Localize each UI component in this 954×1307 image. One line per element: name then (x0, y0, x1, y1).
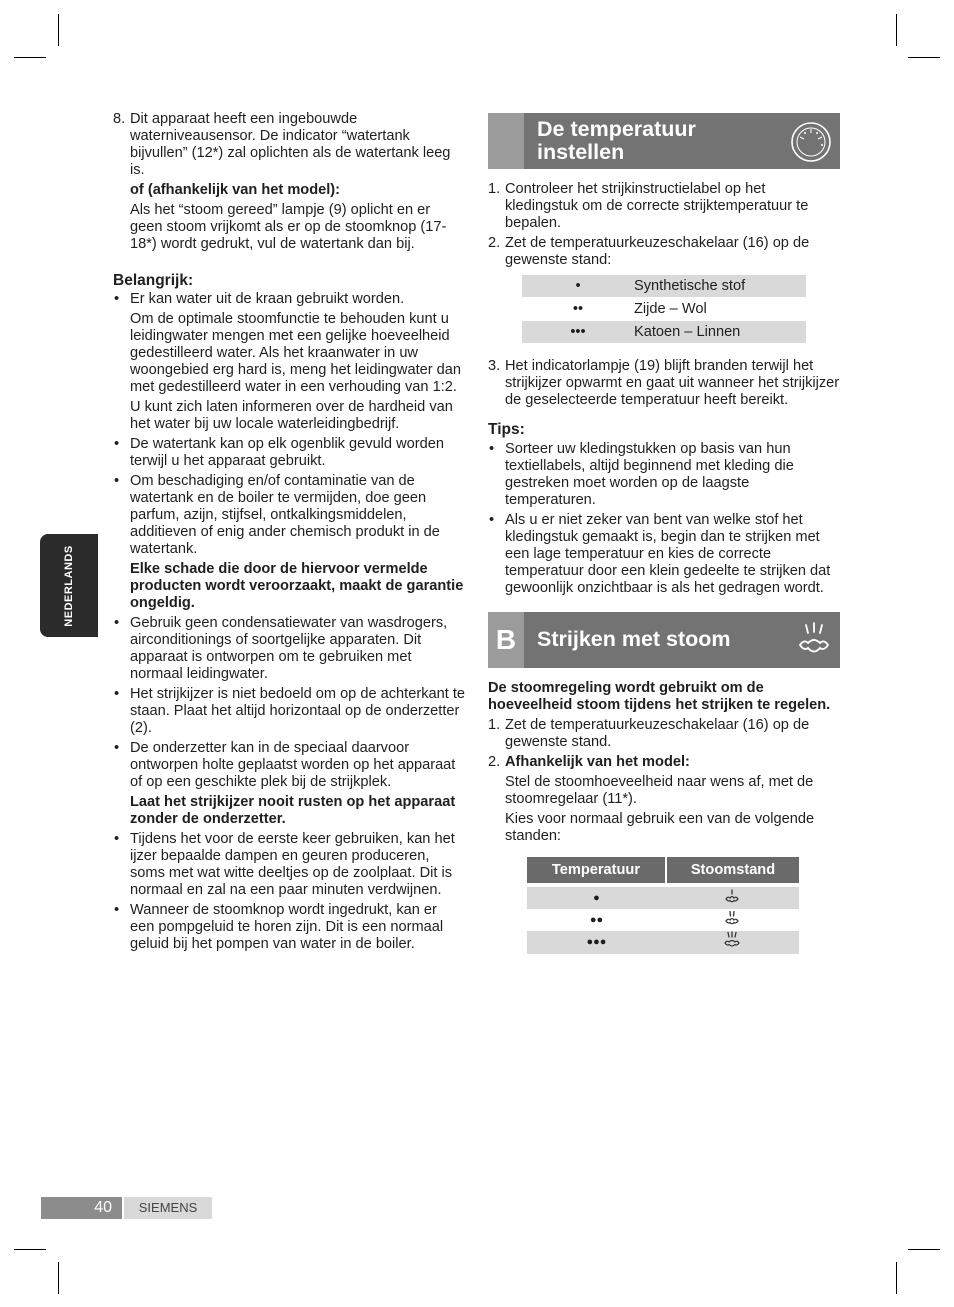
bullet-icon: • (114, 473, 120, 489)
list-item-text: De watertank kan op elk ogenblik gevuld worden terwijl u het apparaat gebruikt. (130, 436, 444, 469)
step-number: 1. (488, 181, 501, 197)
tips-list (488, 441, 840, 597)
bullet-icon: • (114, 436, 120, 452)
low-steam-icon (666, 887, 799, 909)
item-sub-text: Als het “stoom gereed” lampje (9) oplicht en er geen stoom vrijkomt als er op de stoomknop (17-18*) wordt gedrukt, vul de watertank dan bij. (130, 202, 447, 252)
steam-table (527, 857, 799, 954)
list-item-text: U kunt zich laten informeren over de hardheid van het water bij uw locale waterleidingbedrijf. (130, 399, 453, 432)
column-header: Temperatuur (527, 857, 666, 883)
section-title (537, 118, 696, 164)
step-text: Zet de temperatuurkeuzeschakelaar (16) op de gewenste stand: (505, 235, 810, 268)
table-header-row (527, 857, 799, 883)
bullet-icon: • (114, 831, 120, 847)
list-item-text: Gebruik geen condensatiewater van wasdrogers, airconditionings of soortgelijke apparaten. Dit apparaat is ontworpen om te gebruiken met normaal leidingwater. (130, 615, 448, 682)
crop-mark (58, 1262, 59, 1294)
list-item (113, 473, 465, 612)
list-item-text: Als u er niet zeker van bent van welke stof het kledingstuk gemaakt is, begin dan te strijken met een lage temperatuur en kies de correcte temperatuur door een klein gedeelte te strijken dat gewoonlijk onzichtbaar is als het gedragen wordt. (505, 512, 831, 596)
bullet-icon: • (114, 902, 120, 918)
step-number: 2. (488, 754, 501, 770)
list-item-text: Tijdens het voor de eerste keer gebruiken, kan het ijzer bepaalde dampen en geuren produceren, soms met wat witte deeltjes op de zoolplaat. Dit is normaal en zal na een paar minuten verdwijnen. (130, 831, 455, 898)
step-text: Kies voor normaal gebruik een van de volgende standen: (505, 811, 815, 844)
bullet-icon: • (114, 686, 120, 702)
table-row (527, 931, 799, 954)
list-item-text: Om de optimale stoomfunctie te behouden kunt u leidingwater mengen met een gelijke hoeveelheid gedestilleerd water. Als het kraanwater in uw woongebied erg hard is, meng het leidingwater dan met gedestilleerd water in een verhouding van 1:2. (130, 311, 462, 395)
brand-label: SIEMENS (124, 1197, 212, 1219)
list-item (488, 512, 840, 597)
temperature-dots: ● (527, 887, 666, 909)
crop-mark (908, 1249, 940, 1250)
list-item-text: Wanneer de stoomknop wordt ingedrukt, kan er een pompgeluid te horen zijn. Dit is een normaal geluid bij het pompen van water in de boiler. (130, 902, 444, 952)
list-item (488, 441, 840, 509)
crop-mark (908, 57, 940, 58)
table-row (527, 887, 799, 909)
column-header: Stoomstand (666, 857, 799, 883)
step-number: 2. (488, 235, 501, 251)
step-number: 1. (488, 717, 501, 733)
fabric-type: Katoen – Linnen (634, 321, 806, 344)
stand-warning: Laat het strijkijzer nooit rusten op het apparaat zonder de onderzetter. (130, 794, 456, 827)
temperature-dots: • (522, 275, 634, 298)
left-column (113, 111, 465, 956)
list-item-text: Sorteer uw kledingstukken op basis van hun textiellabels, altijd beginnend met kleding die gestreken moet worden op de laagste temperaturen. (505, 441, 794, 508)
medium-steam-icon (666, 909, 799, 931)
table-row (522, 298, 806, 321)
list-item-text: Er kan water uit de kraan gebruikt worden. (130, 291, 405, 307)
section-header-temperature (488, 113, 840, 169)
step-text: Stel de stoomhoeveelheid naar wens af, met de stoomregelaar (11*). (505, 774, 814, 807)
step-item (488, 754, 840, 845)
bullet-icon: • (489, 512, 495, 528)
temperature-table (522, 275, 806, 344)
crop-mark (58, 14, 59, 46)
list-item-text: Om beschadiging en/of contaminatie van de watertank en de boiler te vermijden, doe geen parfum, azijn, stijfsel, ontkalkingsmiddelen, additieven of enig ander chemisch produkt in de watertank. (130, 473, 440, 557)
step-text: Zet de temperatuurkeuzeschakelaar (16) op de gewenste stand. (505, 717, 810, 750)
crop-mark (14, 1249, 46, 1250)
list-item (113, 615, 465, 683)
bullet-icon: • (114, 740, 120, 756)
step-heading: Afhankelijk van het model: (505, 754, 690, 770)
crop-mark (896, 1262, 897, 1294)
list-item-text: Het strijkijzer is niet bedoeld om op de achterkant te staan. Plaat het altijd horizontaal op de onderzetter (2). (130, 686, 466, 736)
list-item-text: De onderzetter kan in de speciaal daarvoor ontworpen holte geplaatst worden op het apparaat of op een geschikte plek bij de strijkplek. (130, 740, 456, 790)
crop-mark (14, 57, 46, 58)
temperature-dots: ●●● (527, 931, 666, 954)
fabric-type: Synthetische stof (634, 275, 806, 298)
bullet-icon: • (489, 441, 495, 457)
steam-icon (796, 621, 832, 664)
section-letter: B (495, 624, 517, 655)
table-row (527, 909, 799, 931)
warranty-warning: Elke schade die door de hiervoor vermelde producten wordt veroorzaakt, maakt de garantie ongeldig. (130, 561, 464, 611)
table-row (522, 321, 806, 344)
instruction-item-8 (113, 111, 465, 253)
step-item (488, 181, 840, 232)
item-text: Dit apparaat heeft een ingebouwde waterniveausensor. De indicator “watertank bijvullen” (12*) zal oplichten als de watertank leeg is. (130, 111, 451, 178)
fabric-type: Zijde – Wol (634, 298, 806, 321)
steam-intro: De stoomregeling wordt gebruikt om de hoeveelheid stoom tijdens het strijken te regelen. (488, 680, 831, 713)
section-header-steam (488, 612, 840, 668)
tips-heading: Tips: (488, 421, 525, 438)
list-item (113, 902, 465, 953)
language-side-tab (40, 534, 98, 637)
section-title: Strijken met stoom (537, 627, 731, 651)
item-sub-heading: of (afhankelijk van het model): (130, 182, 341, 198)
section-title-line: instellen (537, 140, 625, 164)
step-text: Het indicatorlampje (19) blijft branden terwijl het strijkijzer opwarmt en gaat uit wanneer het strijkijzer de geselecteerde temperatuur heeft bereikt. (505, 358, 840, 408)
item-number: 8. (113, 111, 126, 127)
list-item (113, 291, 465, 433)
temperature-dial-icon (790, 121, 832, 168)
list-item (113, 740, 465, 828)
step-item (488, 358, 840, 409)
temperature-dots: ••• (522, 321, 634, 344)
temperature-dots: •• (522, 298, 634, 321)
page-number: 40 (41, 1197, 122, 1219)
section-title-line: De temperatuur (537, 117, 696, 141)
step-item (488, 235, 840, 269)
step-text: Controleer het strijkinstructielabel op het kledingstuk om de correcte strijktemperatuur te bepalen. (505, 181, 809, 231)
crop-mark (896, 14, 897, 46)
bullet-icon: • (114, 615, 120, 631)
high-steam-icon (666, 931, 799, 954)
important-heading: Belangrijk: (113, 272, 194, 289)
step-number: 3. (488, 358, 501, 374)
temperature-dots: ●● (589, 913, 604, 926)
table-row (522, 275, 806, 298)
important-list (113, 291, 465, 953)
bullet-icon: • (114, 291, 120, 307)
list-item (113, 686, 465, 737)
list-item (113, 831, 465, 899)
section-header-sidebox (488, 612, 524, 668)
list-item (113, 436, 465, 470)
right-column (488, 113, 840, 954)
section-header-sidebox (488, 113, 524, 169)
step-item (488, 717, 840, 751)
temperature-steps (488, 181, 840, 269)
language-label: NEDERLANDS (63, 544, 75, 627)
